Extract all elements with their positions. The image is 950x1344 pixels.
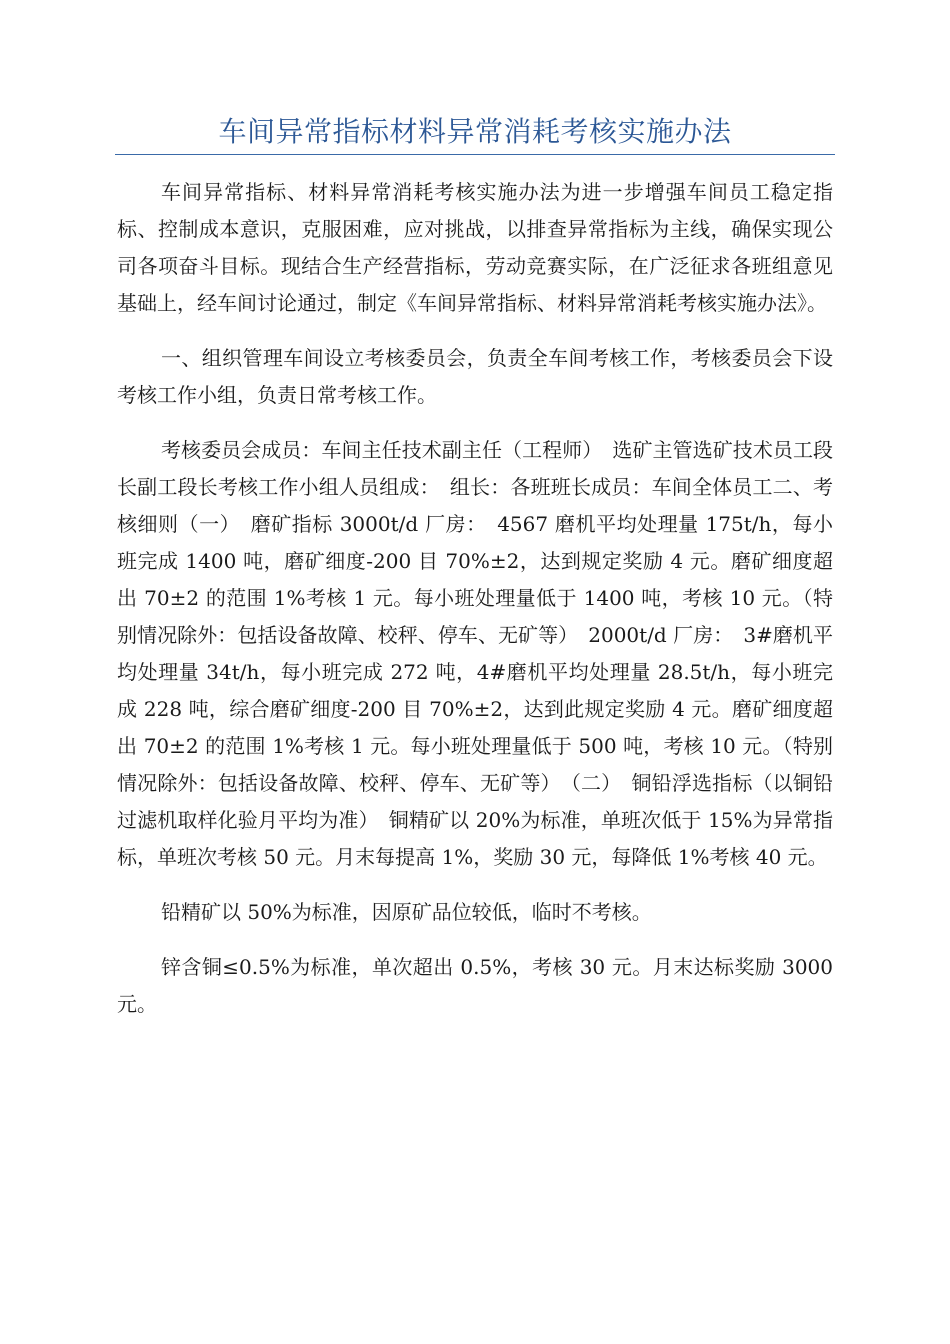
paragraph-zinc-copper: 锌含铜≤0.5%为标准，单次超出 0.5%，考核 30 元。月末达标奖励 3000 元。 (117, 955, 833, 1016)
document-title: 车间异常指标材料异常消耗考核实施办法 (218, 115, 732, 148)
paragraph-intro: 车间异常指标、材料异常消耗考核实施办法为进一步增强车间员工稳定指标、控制成本意识，克服困难，应对挑战，以排查异常指标为主线，确保实现公司各项奋斗目标。现结合生产经营指标，劳动竞赛实际，在广泛征求各班组意见基础上，经车间讨论通过，制定《车间异常指标、材料异常消耗考核实施办法》。 (117, 180, 833, 315)
title-underline (115, 154, 835, 155)
document-body (117, 174, 833, 1041)
paragraph-organization: 一、组织管理车间设立考核委员会，负责全车间考核工作，考核委员会下设考核工作小组，负责日常考核工作。 (117, 346, 833, 407)
paragraph-lead-concentrate: 铅精矿以 50%为标准，因原矿品位较低，临时不考核。 (161, 900, 652, 924)
paragraph-assessment-rules: 考核委员会成员：车间主任技术副主任（工程师） 选矿主管选矿技术员工段长副工段长考核工作小组人员组成： 组长：各班班长成员：车间全体员工二、考核细则（一） 磨矿指标 3000t/d 厂房： 4567 磨机平均处理量 175t/h，每小班完成 1400 吨，磨矿细度-200 目 70%±2，达到规定奖励 4 元。磨矿细度超出 70±2 的范围 1%考核 1 元。每小班处理量低于 1400 吨，考核 10 元。（特别情况除外：包括设备故障、校秤、停车、无矿等） 2000t/d 厂房： 3#磨机平均处理量 34t/h，每小班完成 272 吨，4#磨机平均处理量 28.5t/h，每小班完成 228 吨，综合磨矿细度-200 目 70%±2，达到此规定奖励 4 元。磨矿细度超出 70±2 的范围 1%考核 1 元。每小班处理量低于 500 吨，考核 10 元。（特别情况除外：包括设备故障、校秤、停车、无矿等） （二） 铜铅浮选指标（以铜铅过滤机取样化验月平均为准） 铜精矿以 20%为标准，单班次低于 15%为异常指标，单班次考核 50 元。月末每提高 1%，奖励 30 元，每降低 1%考核 40 元。 (117, 438, 833, 869)
